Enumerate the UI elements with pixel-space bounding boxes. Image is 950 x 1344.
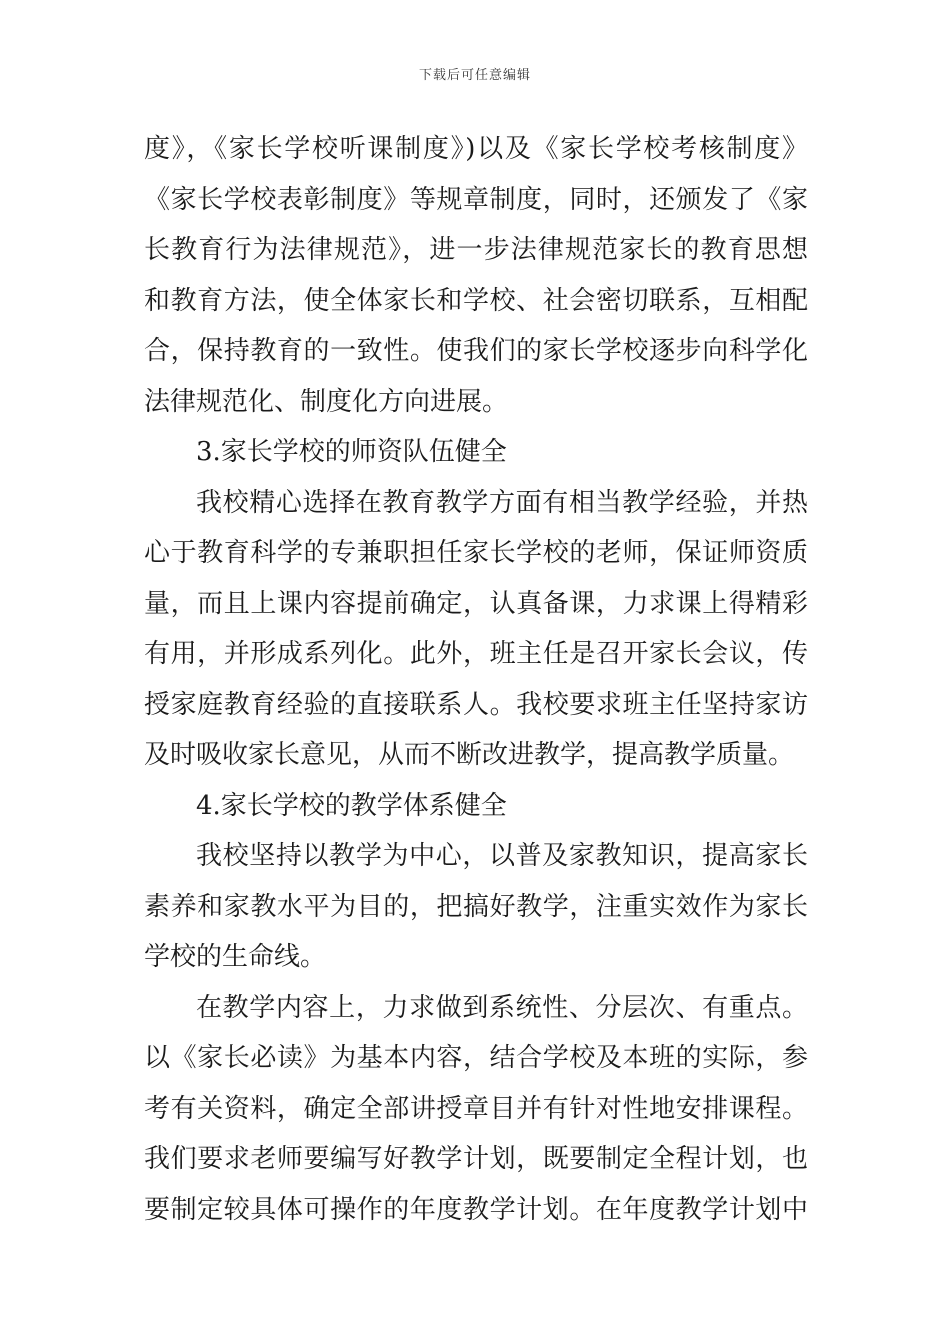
text-line: 及时吸收家长意见，从而不断改进教学，提高教学质量。 [144, 740, 795, 770]
text-line: 学校的生命线。 [144, 942, 327, 972]
text-line: 在教学内容上，力求做到系统性、分层次、有重点。 [196, 992, 808, 1023]
text-line: 有用，并形成系列化。此外，班主任是召开家长会议，传 [144, 639, 808, 669]
text-line: 我校精心选择在教育教学方面有相当教学经验，并热 [196, 487, 808, 518]
text-line: 量，而且上课内容提前确定，认真备课，力求课上得精彩 [144, 588, 808, 619]
text-line: 素养和家教水平为目的，把搞好教学，注重实效作为家长 [144, 891, 808, 922]
document-body [144, 124, 808, 1235]
text-line: 和教育方法，使全体家长和学校、社会密切联系，互相配 [144, 285, 808, 316]
text-line: 以《家长必读》为基本内容，结合学校及本班的实际，参 [144, 1043, 808, 1073]
text-line: 度》，《家长学校听课制度》)以及《家长学校考核制度》 [144, 134, 808, 164]
text-line: 《家长学校表彰制度》等规章制度，同时，还颁发了《家 [144, 184, 808, 215]
text-line: 我们要求老师要编写好教学计划，既要制定全程计划，也 [144, 1144, 808, 1174]
text-line: 考有关资料，确定全部讲授章目并有针对性地安排课程。 [144, 1093, 808, 1124]
text-line: 心于教育科学的专兼职担任家长学校的老师，保证师资质 [144, 538, 808, 568]
text-line: 3.家长学校的师资队伍健全 [196, 437, 507, 467]
page-header-note: 下载后可任意编辑 [418, 68, 531, 83]
text-line: 法律规范化、制度化方向进展。 [144, 386, 509, 417]
text-line: 我校坚持以教学为中心，以普及家教知识，提高家长 [196, 841, 808, 871]
text-line: 4.家长学校的教学体系健全 [196, 790, 507, 821]
text-line: 合，保持教育的一致性。使我们的家长学校逐步向科学化 [144, 336, 808, 366]
text-line: 授家庭教育经验的直接联系人。我校要求班主任坚持家访 [144, 689, 808, 720]
text-line: 要制定较具体可操作的年度教学计划。在年度教学计划中 [144, 1194, 808, 1225]
text-line: 长教育行为法律规范》，进一步法律规范家长的教育思想 [144, 235, 808, 265]
